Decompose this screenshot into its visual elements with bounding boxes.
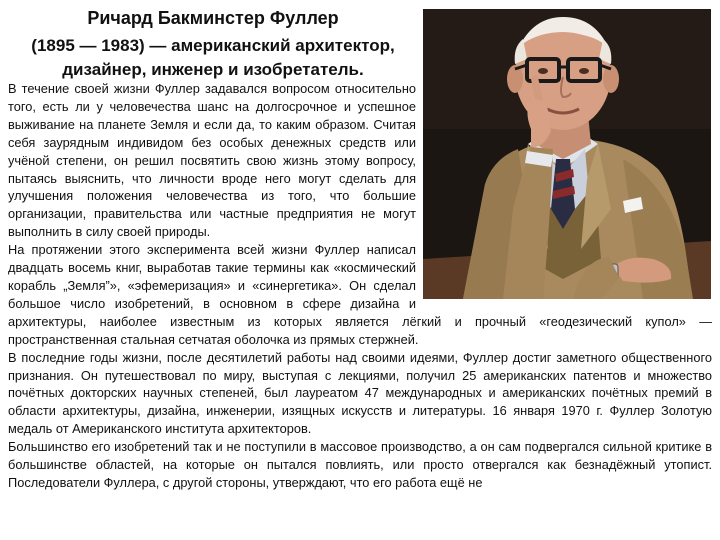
- page-subtitle: (1895 — 1983) — американский архитектор, дизайнер, инженер и изобретатель.: [31, 36, 395, 79]
- biography-text: [8, 80, 712, 492]
- biography-paragraph: На протяжении этого эксперимента всей жизни Фуллер написал двадцать восемь книг, выработав такие термины как «космический корабль „Земля”», «эфемеризация» и «синергетика». Он сделал большое число изобретений, в основном в сфере дизайна и архитектуры, наиболее известным из которых является лёгкий и прочный «геодезический купол» — пространственная стальная сетчатая оболочка из прямых стержней.: [8, 242, 712, 347]
- biography-paragraph: В течение своей жизни Фуллер задавался вопросом относительно того, есть ли у человечества шанс на долгосрочное и успешное выживание на планете Земля и если да, то каким образом. Считая себя заурядным индивидом без особых денежных средств или учёной степени, он решил посвятить свою жизнь этому вопросу, пытаясь выяснить, что личности вроде него могут сделать для улучшения положения человечества из того, что большие организации, правительства или частные предприятия не могут выполнить в силу своей природы.: [8, 81, 416, 240]
- photo-wrap-spacer: [416, 80, 712, 300]
- biography-paragraph: В последние годы жизни, после десятилетий работы над своими идеями, Фуллер достиг заметного общественного признания. Он путешествовал по миру, выступая с лекциями, получил 25 американских патентов и множество почётных докторских научных степеней, был лауреатом 47 международных и американских почётных премий в области архитектуры, дизайна, инженерии, изящных искусств и литературы. 16 января 1970 г. Фуллер Золотую медаль от Американского института архитекторов.: [8, 349, 712, 437]
- page-title: Ричард Бакминстер Фуллер: [87, 8, 339, 28]
- biography-paragraph: Большинство его изобретений так и не поступили в массовое производство, а он сам подвергался сильной критике в большинстве областей, на которые он пытался повлиять, или просто отвергался как безнадёжный утопист. Последователи Фуллера, с другой стороны, утверждают, что его работа ещё не: [8, 439, 712, 490]
